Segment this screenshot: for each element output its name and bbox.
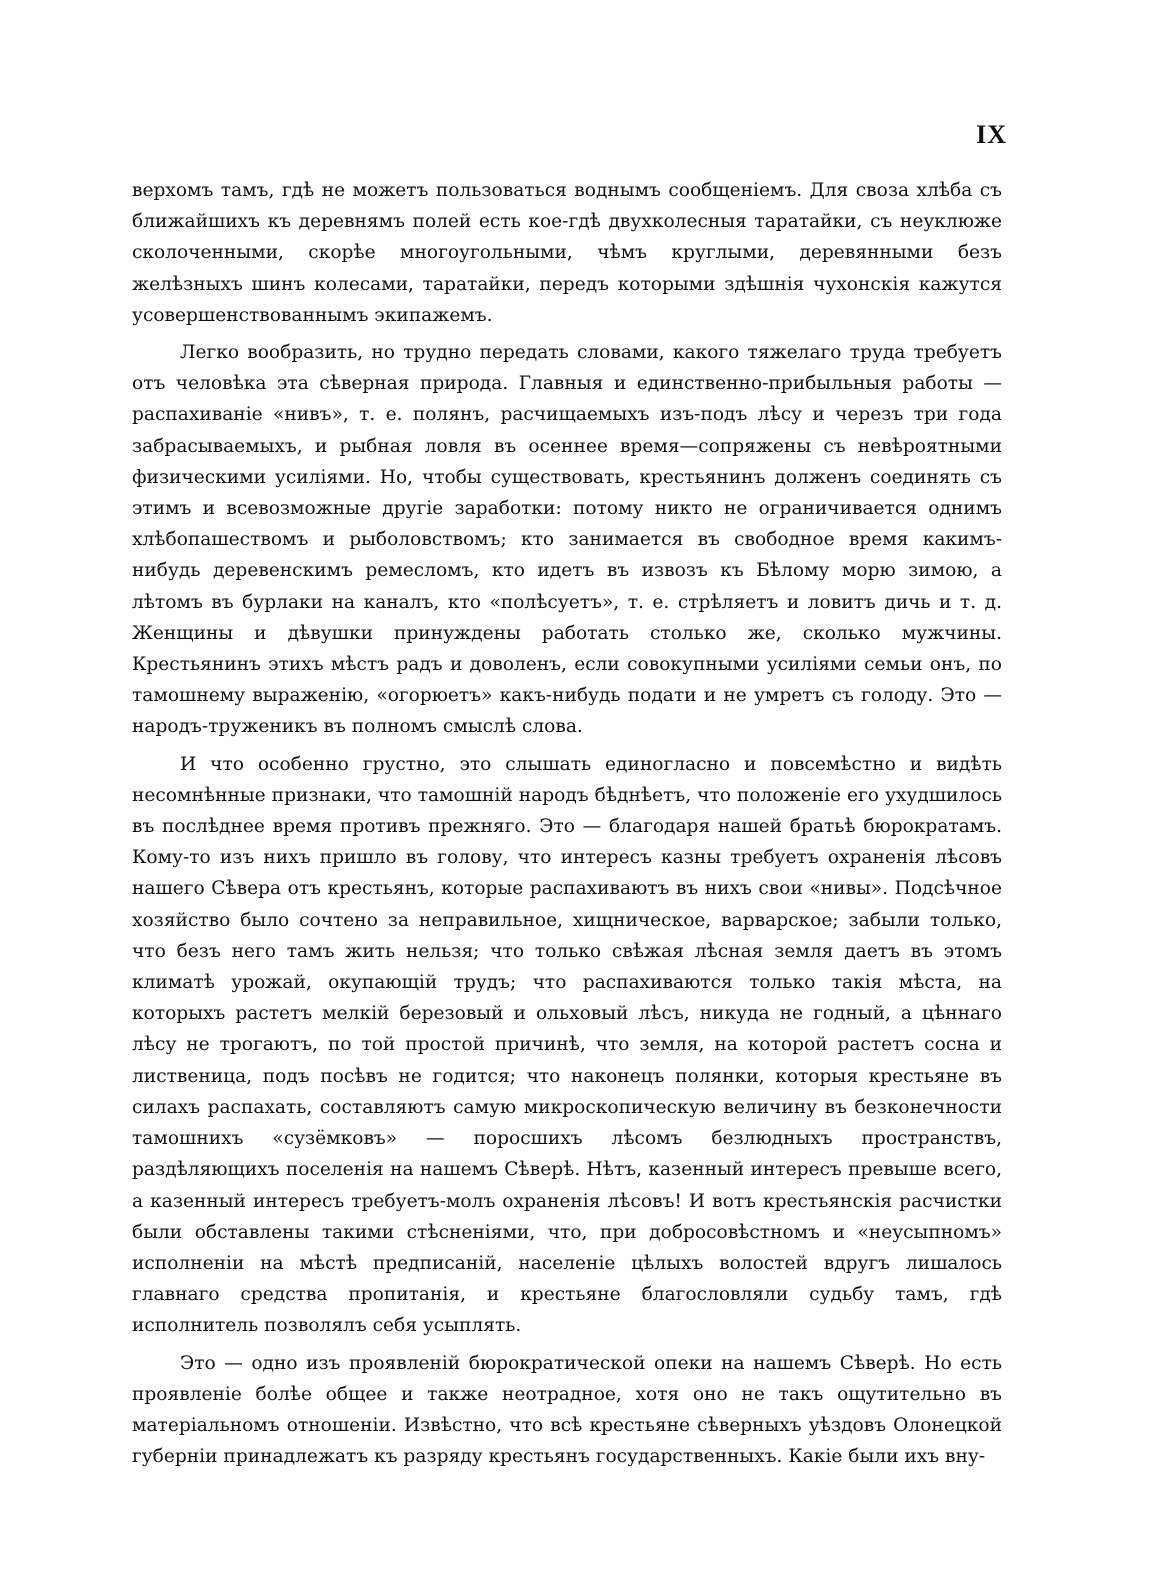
- paragraph-2: Легко вообразить, но трудно передать словами, какого тяжелаго труда требуетъ отъ человѣка эта сѣверная природа. Главныя и единственно-прибыльныя работы — распахиваніе «нивъ», т. е. полянъ, расчищаемыхъ изъ-подъ лѣсу и черезъ три года забрасываемыхъ, и рыбная ловля въ осеннее время—сопряжены съ невѣроятными физическими усиліями. Но, чтобы существовать, крестьянинъ долженъ соединять съ этимъ и всевозможные другіе заработки: потому никто не ограничивается однимъ хлѣбопашествомъ и рыболовствомъ; кто занимается въ свободное время какимъ-нибудь деревенскимъ ремесломъ, кто идетъ въ извозъ къ Бѣлому морю зимою, а лѣтомъ въ бурлаки на каналъ, кто «полѣсуетъ», т. е. стрѣляетъ и ловитъ дичь и т. д. Женщины и дѣвушки принуждены работать столько же, сколько мужчины. Крестьянинъ этихъ мѣстъ радъ и доволенъ, если совокупными усиліями семьи онъ, по тамошнему выраженію, «огорюетъ» какъ-нибудь подати и не умретъ съ голоду. Это — народъ-труженикъ въ полномъ смыслѣ слова.: [132, 342, 1002, 738]
- paragraph-1: верхомъ тамъ, гдѣ не можетъ пользоваться воднымъ сообщеніемъ. Для своза хлѣба съ ближайшихъ къ деревнямъ полей есть кое-гдѣ двухколесныя таратайки, съ неуклюже сколоченными, скорѣе многоугольными, чѣмъ круглыми, деревянными безъ желѣзныхъ шинъ колесами, таратайки, передъ которыми здѣшнія чухонскія кажутся усовершенствованнымъ экипажемъ.: [132, 180, 1002, 326]
- paragraph-3: И что особенно грустно, это слышать единогласно и повсемѣстно и видѣть несомнѣнные признаки, что тамошній народъ бѣднѣетъ, что положеніе его ухудшилось въ послѣднее время противъ прежняго. Это — благодаря нашей братьѣ бюрократамъ. Кому-то изъ нихъ пришло въ голову, что интересъ казны требуетъ охраненія лѣсовъ нашего Сѣвера отъ крестьянъ, которые распахиваютъ въ нихъ свои «нивы». Подсѣчное хозяйство было сочтено за неправильное, хищническое, варварское; забыли только, что безъ него тамъ жить нельзя; что только свѣжая лѣсная земля даетъ въ этомъ климатѣ урожай, окупающій трудъ; что распахиваются только такія мѣста, на которыхъ растетъ мелкій березовый и ольховый лѣсъ, никуда не годный, а цѣннаго лѣсу не трогаютъ, по той простой причинѣ, что земля, на которой растетъ сосна и лиственица, подъ посѣвъ не годится; что наконецъ полянки, которыя крестьяне въ силахъ распахать, составляютъ самую микроскопическую величину въ безконечности тамошнихъ «сузёмковъ» — поросшихъ лѣсомъ безлюдныхъ пространствъ, раздѣляющихъ поселенія на нашемъ Сѣверѣ. Нѣтъ, казенный интересъ превыше всего, а казенный интересъ требуетъ-молъ охраненія лѣсовъ! И вотъ крестьянскія расчистки были обставлены такими стѣсненіями, что, при добросовѣстномъ и «неусыпномъ» исполненіи на мѣстѣ предписаній, населеніе цѣлыхъ волостей вдругъ лишалось главнаго средства пропитанія, и крестьяне благословляли судьбу тамъ, гдѣ исполнитель позволялъ себя усыплять.: [132, 753, 1002, 1337]
- body-text: [132, 175, 1002, 1478]
- page-number: IX: [976, 120, 1007, 149]
- paragraph-4: Это — одно изъ проявленій бюрократической опеки на нашемъ Сѣверѣ. Но есть проявленіе болѣе общее и также неотрадное, хотя оно не такъ ощутительно въ матеріальномъ отношеніи. Извѣстно, что всѣ крестьяне сѣверныхъ уѣздовъ Олонецкой губерніи принадлежатъ къ разряду крестьянъ государственныхъ. Какіе были ихъ вну-: [132, 1352, 1002, 1468]
